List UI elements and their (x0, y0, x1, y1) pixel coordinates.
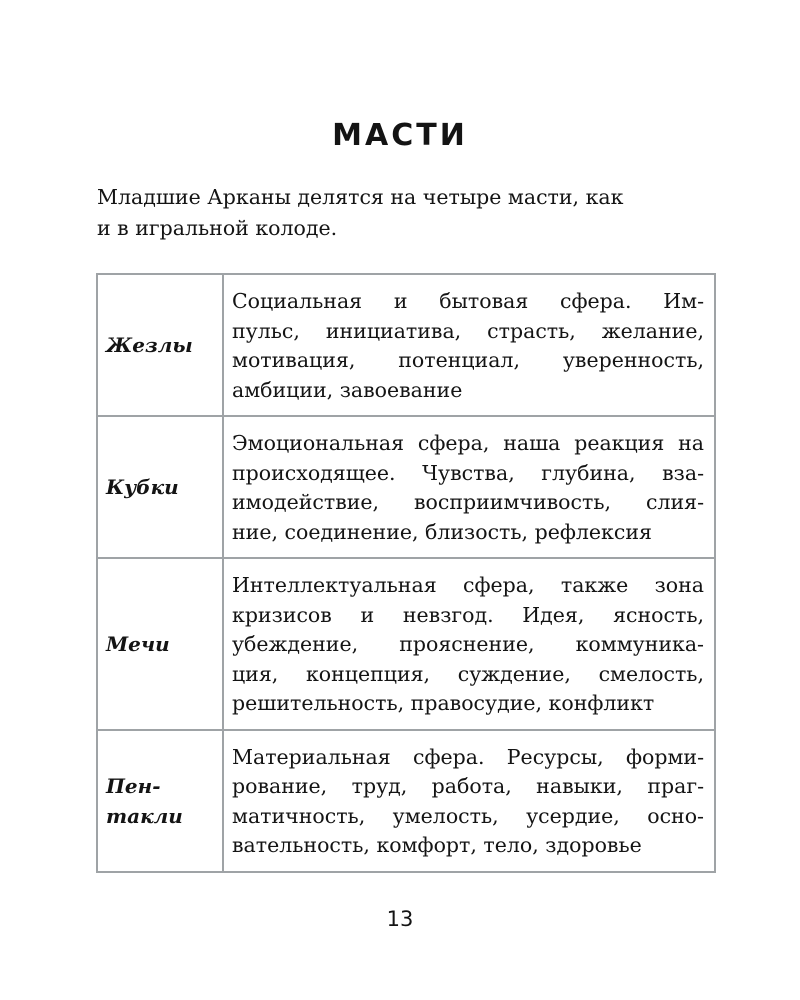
description-line: Интеллектуальная сфера, также зона (232, 573, 704, 597)
description-line: Эмоциональная сфера, наша реакция на (232, 431, 704, 455)
description-line: Социальная и бытовая сфера. Им- (232, 289, 704, 313)
suit-description-wands (223, 274, 715, 416)
description-line: ние, соединение, близость, рефлексия (232, 519, 652, 544)
description-line: амбиции, завоевание (232, 377, 463, 402)
description-line: имодействие, восприимчивость, слия- (232, 490, 704, 514)
description-line: решительность, правосудие, конфликт (232, 691, 655, 715)
description-line: мотивация, потенциал, уверенность, (232, 348, 704, 372)
description-line: убеждение, прояснение, коммуника- (232, 632, 704, 656)
suits-table (96, 273, 716, 873)
intro-paragraph (97, 182, 697, 244)
suit-name-wands (97, 274, 223, 416)
suit-name-cups (97, 416, 223, 558)
intro-line: Младшие Арканы делятся на четыре масти, как (97, 185, 624, 209)
suit-description-cups (223, 416, 715, 558)
description-line: пульс, инициатива, страсть, желание, (232, 318, 704, 343)
description-line: ция, концепция, суждение, смелость, (232, 661, 704, 686)
suit-name-line: Пен- (106, 773, 161, 798)
description-line: рование, труд, работа, навыки, праг- (232, 774, 704, 798)
table-row (97, 730, 715, 872)
suit-name-line: такли (106, 803, 183, 828)
suit-description-swords (223, 558, 715, 730)
suit-name-line: Кубки (106, 475, 179, 499)
table-row (97, 416, 715, 558)
page-number: 13 (386, 907, 414, 931)
suit-name-line: Жезлы (106, 333, 193, 357)
description-line: матичность, умелость, усердие, осно- (232, 803, 704, 828)
suit-name-swords (97, 558, 223, 730)
table-row (97, 558, 715, 730)
description-line: кризисов и невзгод. Идея, ясность, (232, 602, 704, 627)
table-row (97, 274, 715, 416)
description-line: происходящее. Чувства, глубина, вза- (232, 460, 704, 485)
intro-line: и в игральной колоде. (97, 216, 338, 240)
description-line: Материальная сфера. Ресурсы, форми- (232, 744, 704, 769)
suit-name-pentacles (97, 730, 223, 872)
suit-name-line: Мечи (106, 631, 170, 656)
page-title: МАСТИ (332, 118, 468, 153)
suit-description-pentacles (223, 730, 715, 872)
description-line: вательность, комфорт, тело, здоровье (232, 833, 642, 857)
